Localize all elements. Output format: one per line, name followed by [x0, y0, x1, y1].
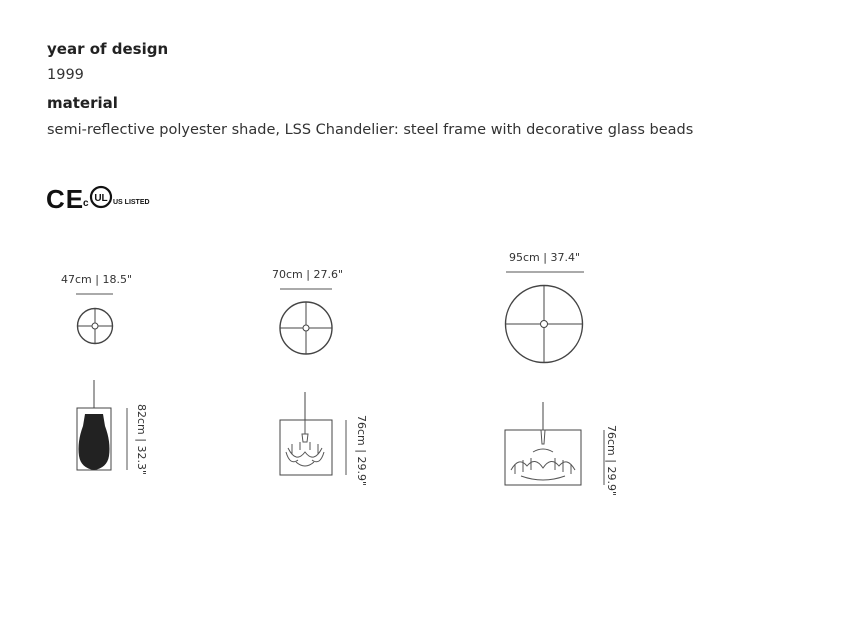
spec-year-label: year of design	[47, 40, 169, 58]
ul-listed-text: US LISTED	[113, 199, 150, 206]
size1-height-label: 82cm | 32.3"	[135, 404, 148, 476]
size2-side-view	[278, 390, 353, 480]
ce-mark: CE	[46, 184, 85, 213]
ul-small-c: c	[83, 198, 89, 209]
spec-material-label: material	[47, 94, 118, 112]
size1-top-view	[70, 292, 120, 347]
size1-diameter-label: 47cm | 18.5"	[61, 273, 133, 286]
size2-top-view	[275, 287, 340, 357]
size3-diameter-label: 95cm | 37.4"	[509, 251, 581, 264]
spec-material-value: semi-reflective polyester shade, LSS Chandelier: steel frame with decorative glass beads	[47, 122, 694, 138]
size2-diameter-label: 70cm | 27.6"	[272, 268, 344, 281]
certification-marks	[46, 183, 156, 213]
size3-top-view	[500, 270, 590, 365]
size3-height-label: 76cm | 29.9"	[605, 425, 618, 497]
ul-mark: UL	[94, 193, 108, 204]
spec-year-value: 1999	[47, 67, 84, 83]
size2-height-label: 76cm | 29.9"	[355, 415, 368, 487]
